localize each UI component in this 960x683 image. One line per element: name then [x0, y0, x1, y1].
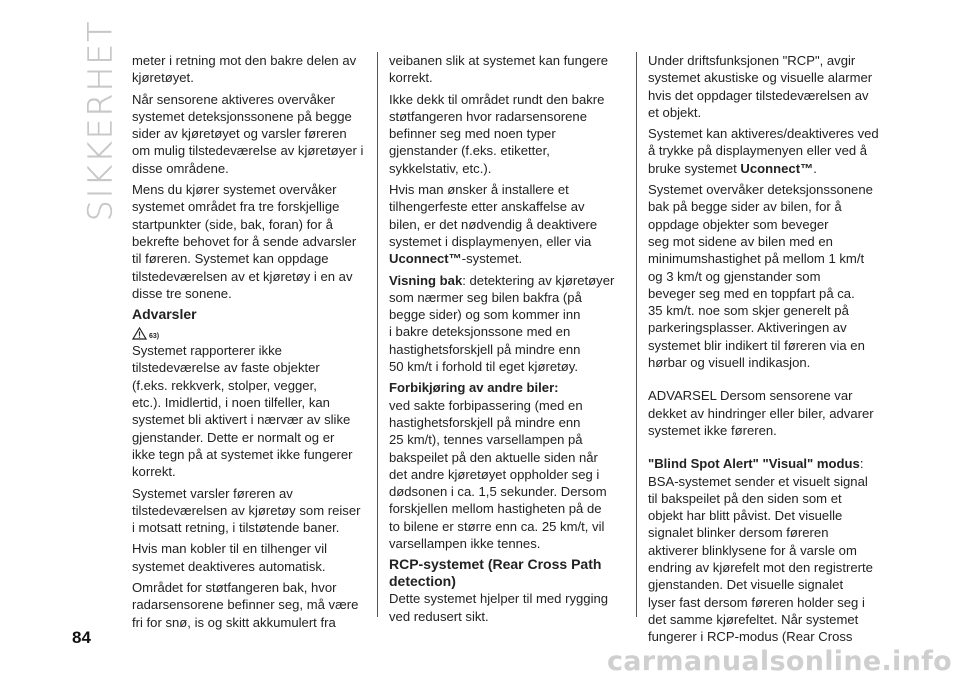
paragraph-advarsel: ADVARSEL Dersom sensorene var dekket av hindringer eller biler, advarer systemet ikke føreren.	[648, 388, 874, 438]
paragraph: meter i retning mot den bakre delen av kjøretøyet.	[132, 53, 357, 86]
column-2	[389, 52, 624, 629]
paragraph	[389, 181, 624, 267]
uconnect-term: Uconnect™	[389, 251, 462, 267]
page-number: 84	[72, 628, 91, 647]
paragraph	[389, 272, 624, 376]
paragraph-text: :	[859, 456, 864, 472]
paragraph-text: Hvis man ønsker å installere et tilhengerfeste etter anskaffelse av bilen, er det nødvendig å deaktivere systemet i displaymenyen, eller via	[389, 182, 598, 249]
term-forbikjoring: Forbikjøring av andre biler:	[389, 380, 559, 396]
section-title	[70, 19, 130, 221]
column-divider	[377, 52, 378, 617]
paragraph: Systemet varsler føreren av tilstedeværelsen av kjøretøy som reiser i motsatt retning, i tilstøtende baner.	[132, 485, 361, 536]
paragraph	[389, 379, 624, 552]
column-3	[648, 52, 883, 650]
paragraph: Ikke dekk til området rundt den bakre støtfangeren hvor radarsensorene befinner seg med noen typer gjenstander (f.eks. etiketter, sykkelstativ, etc.).	[389, 91, 605, 176]
term-visning-bak: Visning bak	[389, 272, 463, 288]
warning-reference	[132, 324, 367, 340]
section-title-text: SIKKERHET	[80, 19, 120, 221]
watermark: carmanualsonline.info	[606, 646, 952, 677]
paragraph-text: : detektering av kjøretøyer som nærmer seg bilen bakfra (på begge sider) og som kommer inn i bakre deteksjonssone med en hastighetsforskjell på mindre enn 50 km/t i forhold til eget kjøretøy.	[389, 272, 615, 375]
paragraph-text: BSA-systemet sender et visuelt signal til bakspeilet på den siden som et objekt har blitt påvist. Det visuelle signalet blinker dersom føreren aktiverer blinklysene for å varsle om endring av kjørefelt mot den registrerte gjenstanden. Det visuelle signalet lyser fast dersom føreren holder seg i det samme kjørefeltet. Når systemet fungerer i RCP-modus (Rear Cross	[648, 473, 873, 645]
paragraph-text: ved sakte forbipassering (med en hastighetsforskjell på mindre enn 25 km/t), tennes varsellampen på bakspeilet på den aktuelle siden når det andre kjøretøyet oppholder seg i dødsonen i ca. 1,5 sekunder. Dersom forskjellen mellom hastigheten på de to bilene er større enn ca. 25 km/t, vil varsellampen ikke tennes.	[389, 397, 607, 552]
heading-advarsler: Advarsler	[132, 306, 197, 323]
column-1	[132, 52, 367, 635]
paragraph-text: Systemet kan aktiveres/deaktiveres ved å trykke på displaymenyen eller ved å bruke systemet	[648, 126, 879, 176]
paragraph: veibanen slik at systemet kan fungere korrekt.	[389, 53, 609, 86]
paragraph: Under driftsfunksjonen "RCP", avgir systemet akustiske og visuelle alarmer hvis det oppdager tilstedeværelsen av et objekt.	[648, 53, 873, 120]
paragraph	[648, 455, 883, 645]
paragraph: Når sensorene aktiveres overvåker systemet deteksjonssonene på begge sider av kjøretøyet og varsler føreren om mulig tilstedeværelse av kjøretøyer i disse områdene.	[132, 91, 364, 176]
paragraph: Systemet rapporterer ikke tilstedeværelse av faste objekter (f.eks. rekkverk, stolper, vegger, etc.). Imidlertid, i noen tilfeller, kan systemet bli aktivert i nærvær av slike gjenstander. Dette er normalt og er ikke tegn på at systemet ikke fungerer korrekt.	[132, 343, 353, 480]
warning-ref-number: 63)	[149, 333, 160, 341]
column-divider	[636, 52, 637, 617]
paragraph: Dette systemet hjelper til med rygging ved redusert sikt.	[389, 591, 609, 624]
warning-triangle-icon	[132, 327, 147, 340]
paragraph: Hvis man kobler til en tilhenger vil systemet deaktiveres automatisk.	[132, 541, 328, 574]
uconnect-term: Uconnect™	[740, 160, 814, 176]
paragraph: Området for støtfangeren bak, hvor radarsensorene befinner seg, må være fri for snø, is og skitt akkumulert fra	[132, 580, 359, 630]
paragraph: Systemet overvåker deteksjonssonene bak på begge sider av bilen, for å oppdage objekter som beveger seg mot sidene av bilen med en minimumshastighet på mellom 1 km/t og 3 km/t og gjenstander som beveger seg med en toppfart på ca. 35 km/t. noe som skjer generelt på parkeringsplasser. Aktiveringen av systemet blir indikert til føreren via en hørbar og visuell indikasjon.	[648, 182, 873, 371]
heading-rcp-system: RCP-systemet (Rear Cross Path detection)	[389, 556, 602, 590]
paragraph: Mens du kjører systemet overvåker systemet området fra tre forskjellige startpunkter (side, bak, foran) for å bekrefte behovet for å sende advarsler til føreren. Systemet kan oppdage tilstedeværelsen av et kjøretøy i en av disse tre sonene.	[132, 182, 357, 301]
paragraph	[648, 125, 883, 177]
term-blind-spot-alert: "Blind Spot Alert" "Visual" modus	[648, 456, 860, 472]
paragraph-text: .	[813, 160, 817, 176]
paragraph-text: -systemet.	[461, 251, 523, 267]
